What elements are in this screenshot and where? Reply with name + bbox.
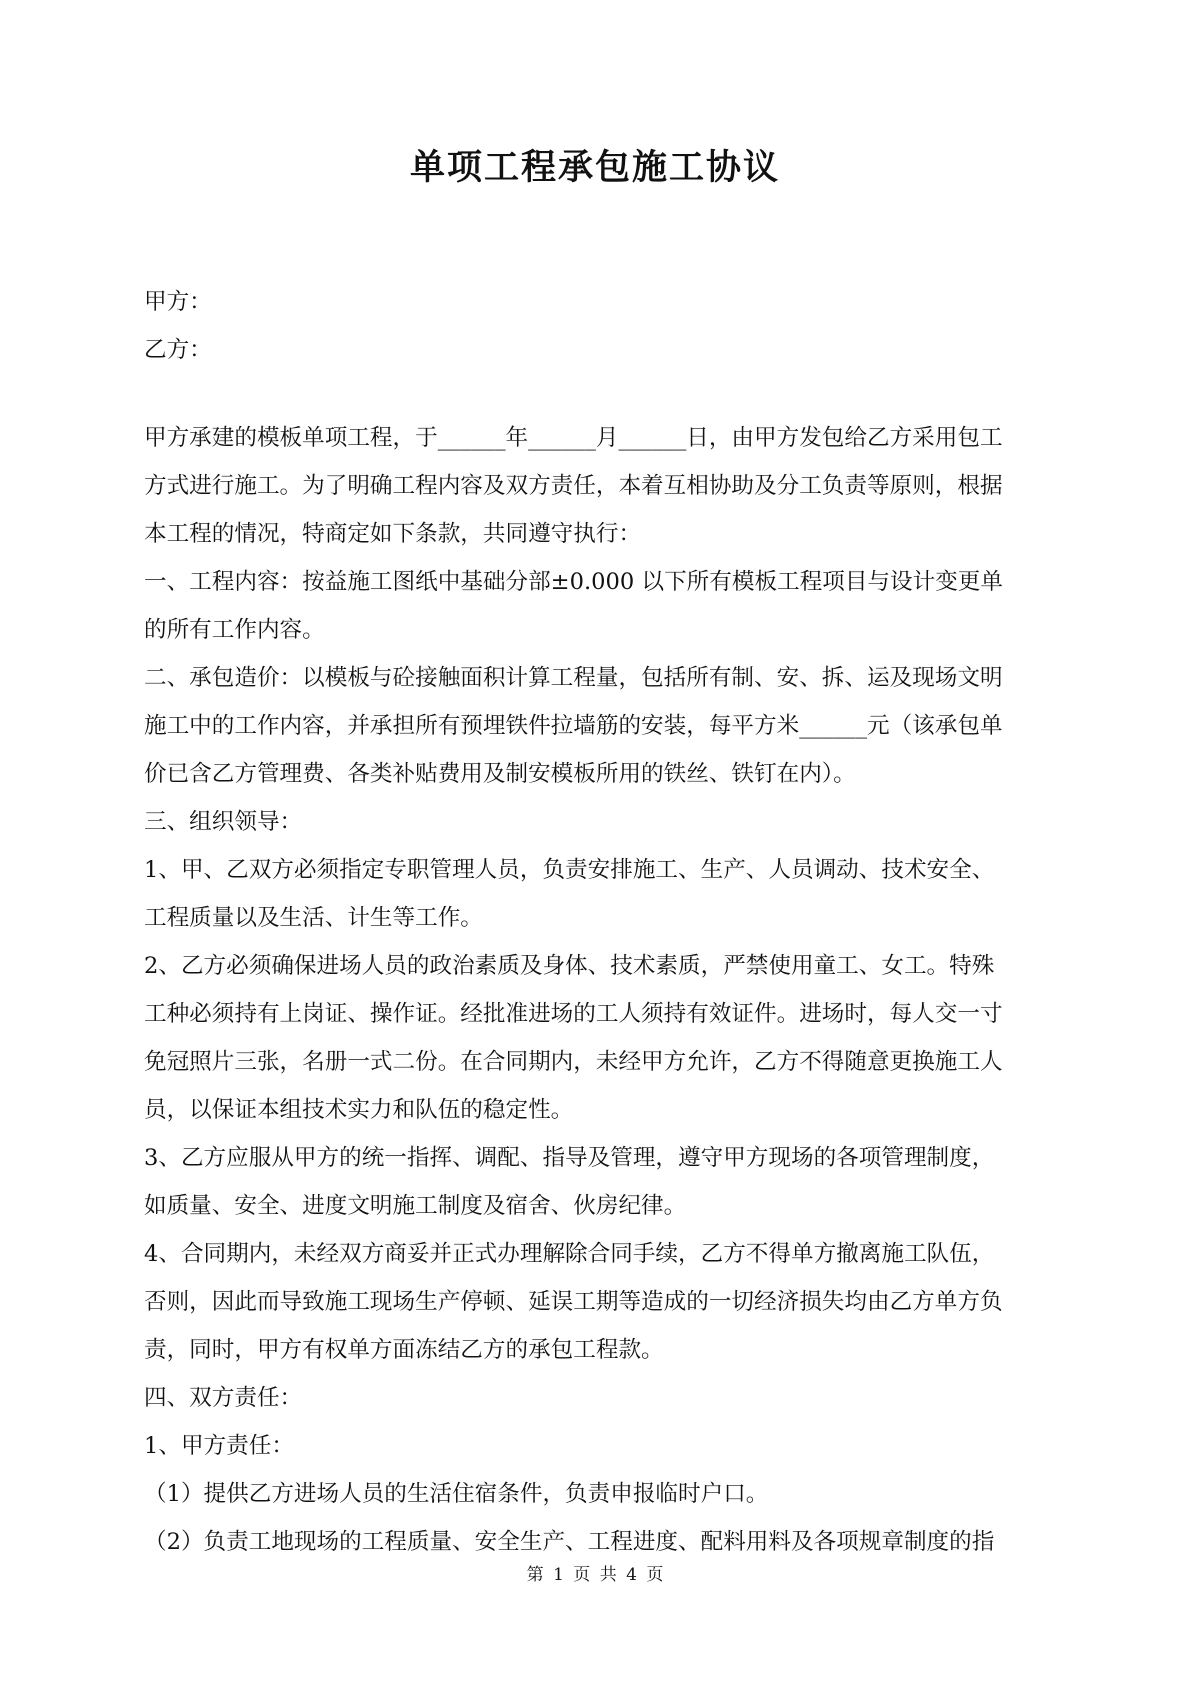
text-line: 一、工程内容：按益施工图纸中基础分部±0.000 以下所有模板工程项目与设计变更单	[144, 569, 1003, 595]
text-line: 三、组织领导：	[144, 809, 303, 835]
text-line: 1、甲、乙双方必须指定专职管理人员，负责安排施工、生产、人员调动、技术安全、	[144, 857, 995, 883]
text-line: 施工中的工作内容，并承担所有预埋铁件拉墙筋的安装，每平方米______元（该承包单	[144, 713, 1003, 739]
text-line: 2、乙方必须确保进场人员的政治素质及身体、技术素质，严禁使用童工、女工。特殊	[144, 953, 995, 979]
text-line: 如质量、安全、进度文明施工制度及宿舍、伙房纪律。	[144, 1193, 687, 1219]
page-footer: 第 1 页 共 4 页	[526, 1565, 664, 1585]
text-line: 甲方承建的模板单项工程，于______年______月______日，由甲方发包给乙方采用包工	[144, 425, 1003, 451]
text-line: 1、甲方责任：	[144, 1433, 294, 1459]
party-b-label: 乙方：	[144, 337, 212, 363]
text-line: 工种必须持有上岗证、操作证。经批准进场的工人须持有效证件。进场时，每人交一寸	[144, 1001, 1003, 1027]
text-line: 免冠照片三张，名册一式二份。在合同期内，未经甲方允许，乙方不得随意更换施工人	[144, 1049, 1003, 1075]
spacer	[144, 374, 1056, 414]
text-line: 方式进行施工。为了明确工程内容及双方责任，本着互相协助及分工负责等原则，根据	[144, 473, 1003, 499]
party-a-label: 甲方：	[144, 289, 212, 315]
text-line: 3、乙方应服从甲方的统一指挥、调配、指导及管理，遵守甲方现场的各项管理制度，	[144, 1145, 995, 1171]
text-line: 4、合同期内，未经双方商妥并正式办理解除合同手续，乙方不得单方撤离施工队伍，	[144, 1241, 995, 1267]
document-body	[144, 278, 1056, 1566]
text-line: 责，同时，甲方有权单方面冻结乙方的承包工程款。	[144, 1337, 664, 1363]
text-line: 否则，因此而导致施工现场生产停顿、延误工期等造成的一切经济损失均由乙方单方负	[144, 1289, 1003, 1315]
text-line: 价已含乙方管理费、各类补贴费用及制安模板所用的铁丝、铁钉在内）。	[144, 761, 856, 787]
text-line: 本工程的情况，特商定如下条款，共同遵守执行：	[144, 521, 642, 547]
text-line: 二、承包造价：以模板与砼接触面积计算工程量，包括所有制、安、拆、运及现场文明	[144, 665, 1003, 691]
text-line: （2）负责工地现场的工程质量、安全生产、工程进度、配料用料及各项规章制度的指	[144, 1529, 995, 1555]
text-line: 工程质量以及生活、计生等工作。	[144, 905, 483, 931]
text-line: 四、双方责任：	[144, 1385, 303, 1411]
text-line: 的所有工作内容。	[144, 617, 325, 643]
text-line: 员，以保证本组技术实力和队伍的稳定性。	[144, 1097, 574, 1123]
document-title: 单项工程承包施工协议	[409, 147, 780, 188]
text-line: （1）提供乙方进场人员的生活住宿条件，负责申报临时户口。	[144, 1481, 769, 1507]
